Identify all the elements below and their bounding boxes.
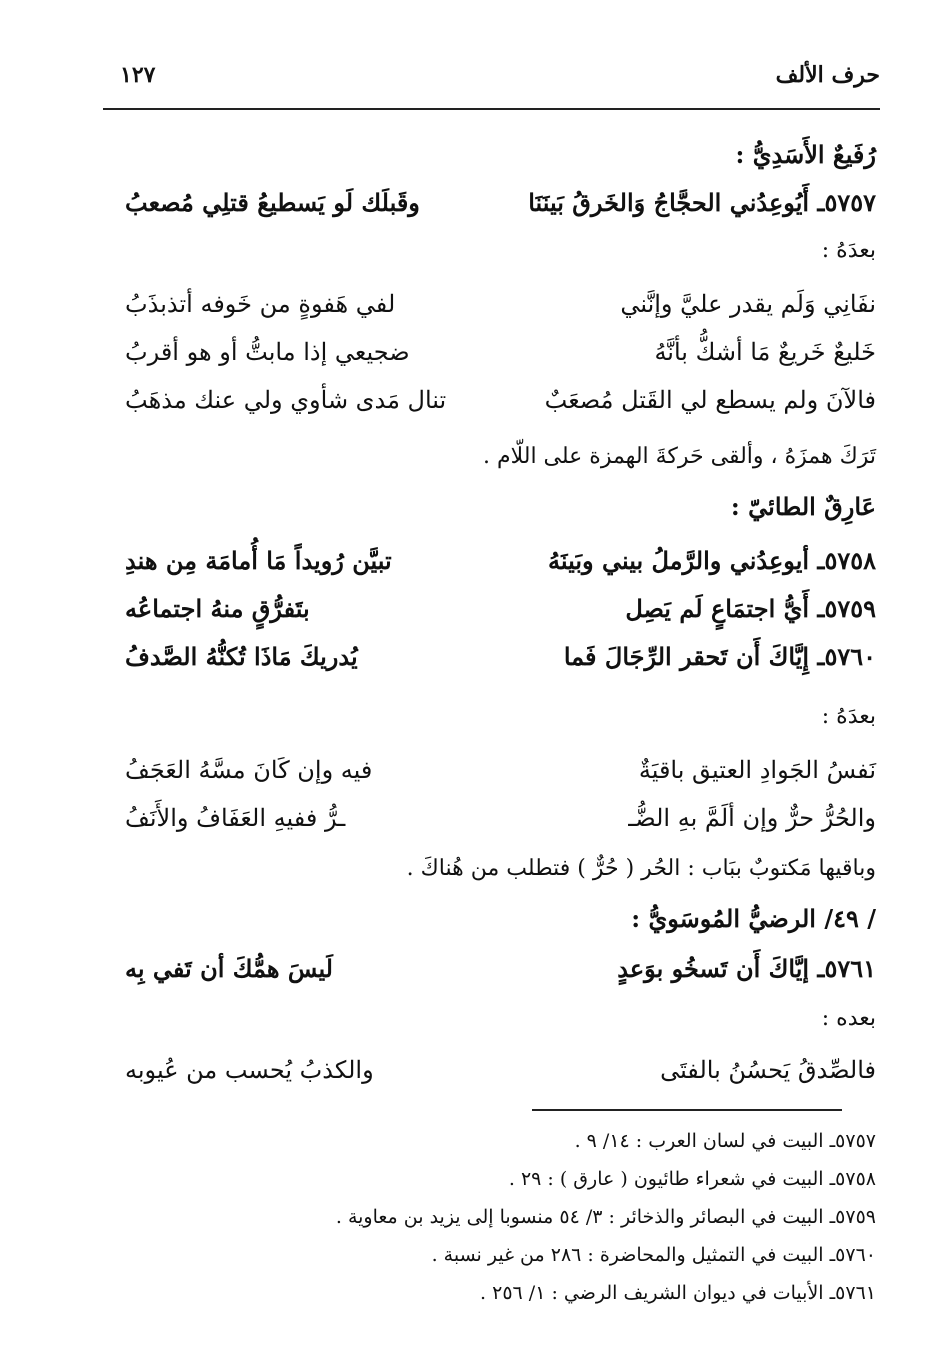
- page-number: ١٢٧: [120, 62, 156, 88]
- verse-second-hemistich: بتَفرُّقٍ منهُ اجتماعُه: [125, 594, 310, 623]
- verse-first-hemistich: ٥٧٥٧ـ أَيُوعِدُني الحجَّاجُ وَالخَرقُ بَينَنَا: [528, 188, 876, 217]
- verse-first-hemistich: خَليعٌ خَريعٌ مَا أشكُّ بأنَّهُ: [654, 338, 876, 366]
- note-after: بعدَهُ :: [821, 238, 876, 263]
- verse-line: [125, 804, 876, 840]
- page-header: [120, 62, 880, 98]
- running-title: حرف الألف: [775, 62, 880, 88]
- verse-first-hemistich: نَفسُ الجَوادِ العتيق باقيَةٌ: [638, 756, 876, 784]
- verse-line: [125, 290, 876, 326]
- poet-name-radi: / ٤٩/ الرضيُّ المُوسَويُّ :: [631, 904, 876, 933]
- note-after: بعده :: [821, 1006, 876, 1031]
- verse-second-hemistich: لَيسَ همُّكَ أن تَفي بِه: [125, 954, 333, 983]
- footnote: ٥٧٦١ـ الأبيات في ديوان الشريف الرضي : ١/ ٢٥٦ .: [480, 1282, 876, 1304]
- verse-first-hemistich: نفَانِي وَلَم يقدر عليَّ وإنَّني: [620, 290, 876, 318]
- note-after: بعدَهُ :: [821, 704, 876, 729]
- verse-second-hemistich: ضجيعي إذا مابتُّ أو هو أقربُ: [125, 338, 410, 366]
- verse-line: [125, 386, 876, 422]
- footnote: ٥٧٥٨ـ البيت في شعراء طائيون ( عارق ) : ٢٩ .: [508, 1168, 876, 1190]
- verse-first-hemistich: ٥٧٦١ـ إيَّاكَ أَن تَسخُو بوَعدٍ: [617, 954, 876, 983]
- verse-first-hemistich: فالصِّدقُ يَحسُنُ بالفتَى: [660, 1056, 876, 1084]
- footnote: ٥٧٥٩ـ البيت في البصائر والذخائر : ٣/ ٥٤ منسوبا إلى يزيد بن معاوية .: [335, 1206, 876, 1228]
- verse-first-hemistich: ٥٧٦٠ـ إِيَّاكَ أَن تَحقر الرِّجَالَ فَما: [563, 642, 876, 671]
- poet-name-ariq: عَارِقٌ الطائيّ :: [730, 492, 876, 521]
- verse-second-hemistich: يُدريكَ مَاذَا تُكنُّهُ الصَّدفُ: [125, 642, 358, 671]
- header-rule: [103, 108, 880, 110]
- remark-text: تَرَكَ همزَهُ ، وألقى حَركةَ الهمزة على اللّام .: [483, 444, 876, 469]
- verse-5758: [125, 546, 876, 582]
- verse-line: [125, 338, 876, 374]
- verse-second-hemistich: تبيَّن رُويداً مَا أُمامَة مِن هندِ: [125, 546, 392, 575]
- verse-line: [125, 1056, 876, 1092]
- verse-second-hemistich: ـرُّ ففيهِ العَفَافُ والأَنَفُ: [125, 804, 346, 832]
- verse-second-hemistich: وقَبلَك لَو يَسطيعُ قتلِي مُصعبُ: [125, 188, 420, 217]
- verse-second-hemistich: تنال مَدى شأوي ولي عنك مذهَبُ: [125, 386, 447, 414]
- verse-5761: [125, 954, 876, 990]
- footnote: ٥٧٦٠ـ البيت في التمثيل والمحاضرة : ٢٨٦ من غير نسبة .: [431, 1244, 876, 1266]
- verse-5757: [125, 188, 876, 224]
- verse-second-hemistich: والكذبُ يُحسب من عُيوبه: [125, 1056, 374, 1084]
- verse-5759: [125, 594, 876, 630]
- footnote-rule: [532, 1109, 842, 1111]
- verse-first-hemistich: ٥٧٥٨ـ أيوعِدُني والرَّملُ بيني وبَينَهُ: [548, 546, 876, 575]
- verse-5760: [125, 642, 876, 678]
- verse-first-hemistich: ٥٧٥٩ـ أَيُّ اجتمَاعٍ لَم يَصِل: [625, 594, 876, 623]
- verse-line: [125, 756, 876, 792]
- verse-second-hemistich: لفي هَفوةٍ من خَوفه أتذبذَبُ: [125, 290, 396, 318]
- remark-text: وباقيها مَكتوبٌ ببَاب : الحُر ( حُرٌّ ) فتطلب من هُناكَ .: [406, 856, 876, 881]
- poet-name-rufai: رُفَيعٌ الأَسَدِيُّ :: [735, 140, 876, 169]
- footnote: ٥٧٥٧ـ البيت في لسان العرب : ١٤/ ٩ .: [574, 1130, 876, 1152]
- verse-first-hemistich: فالآنَ ولم يسطع لي القَتل مُصعَبٌ: [544, 386, 876, 414]
- verse-first-hemistich: والحُرُّ حرٌّ وإن ألَمَّ بهِ الضُّـ: [628, 804, 876, 832]
- verse-second-hemistich: فيه وإن كَانَ مسَّهُ العَجَفُ: [125, 756, 373, 784]
